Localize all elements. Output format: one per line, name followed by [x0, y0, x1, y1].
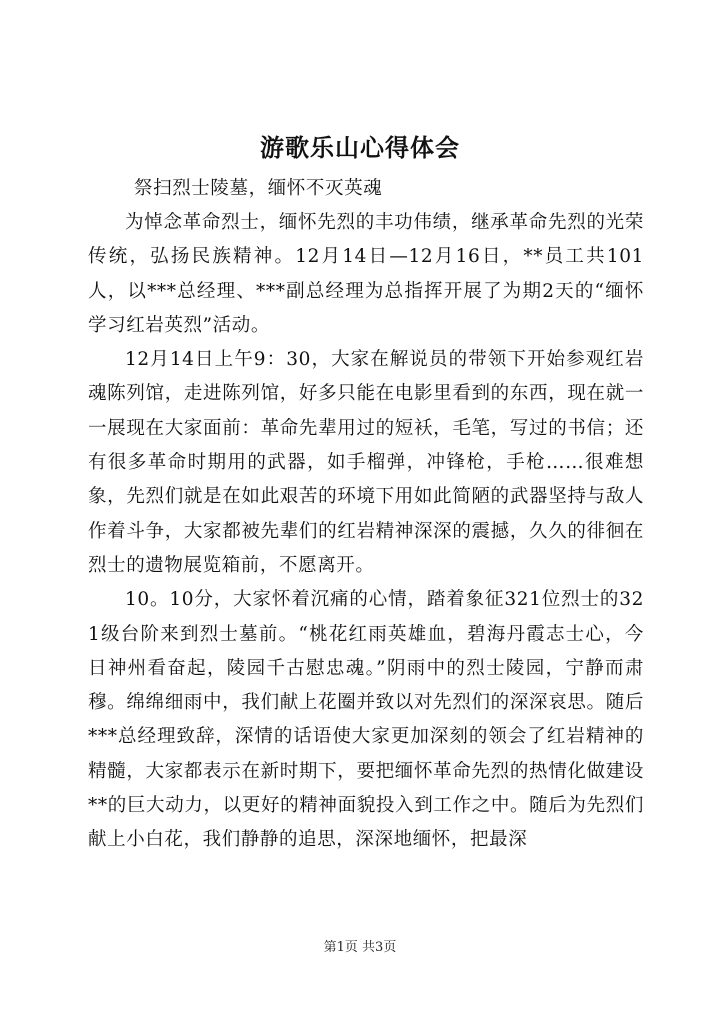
paragraph-1: 为悼念革命烈士，缅怀先烈的丰功伟绩，继承革命先烈的光荣传统，弘扬民族精神。12月14日—12月16日，**员工共101人，以***总经理、***副总经理为总指挥开展了为期2天的“缅怀学习红岩英烈”活动。	[88, 212, 644, 336]
page-footer: 第1页 共3页	[323, 940, 397, 955]
paragraph-2: 12月14日上午9：30，大家在解说员的带领下开始参观红岩魂陈列馆，走进陈列馆，好多只能在电影里看到的东西，现在就一一展现在大家面前：革命先辈用过的短袄，毛笔，写过的书信；还有很多革命时期用的武器，如手榴弹，冲锋枪，手枪……很难想象，先烈们就是在如此艰苦的环境下用如此简陋的武器坚持与敌人作着斗争，大家都被先辈们的红岩精神深深的震撼，久久的徘徊在烈士的遗物展览箱前，不愿离开。	[88, 349, 644, 576]
subtitle: 祭扫烈士陵墓，缅怀不灭英魂	[134, 178, 383, 199]
page-title: 游歌乐山心得体会	[260, 133, 460, 162]
document-body	[88, 172, 644, 858]
paragraph-3: 10。10分，大家怀着沉痛的心情，踏着象征321位烈士的321级台阶来到烈士墓前。“桃花红雨英雄血，碧海丹霞志士心，今日神州看奋起，陵园千古慰忠魂。”阴雨中的烈士陵园，宁静而肃穆。绵绵细雨中，我们献上花圈并致以对先烈们的深深哀思。随后***总经理致辞，深情的话语使大家更加深刻的领会了红岩精神的精髓，大家都表示在新时期下，要把缅怀革命先烈的热情化做建设**的巨大动力，以更好的精神面貌投入到工作之中。随后为先烈们献上小白花，我们静静的追思，深深地缅怀，把最深	[88, 589, 644, 851]
